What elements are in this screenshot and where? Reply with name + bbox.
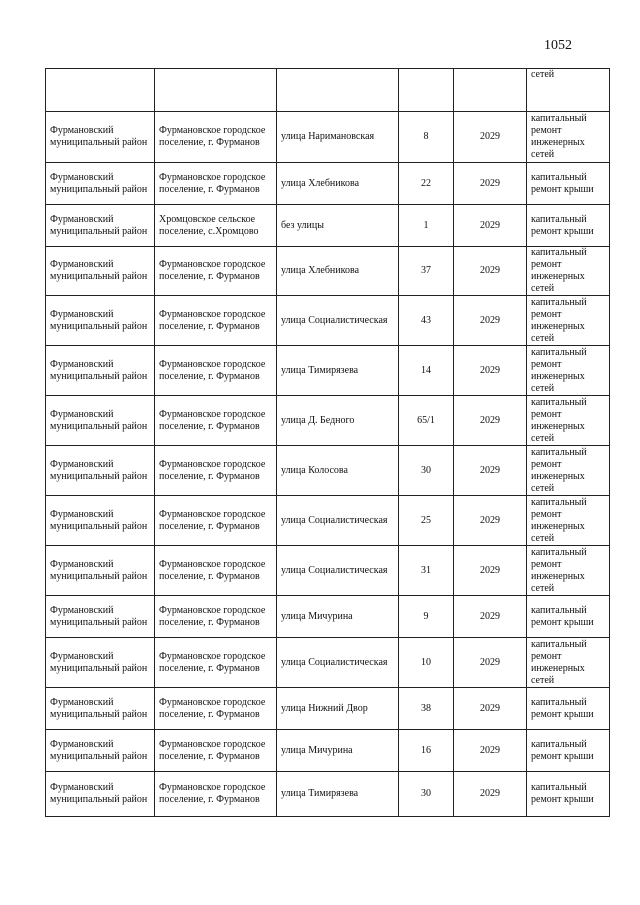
cell-street: улица Социалистическая bbox=[277, 296, 399, 346]
cell-house: 22 bbox=[399, 163, 454, 205]
cell-district: Фурмановский муниципальный район bbox=[46, 730, 155, 772]
cell-year: 2029 bbox=[454, 247, 527, 296]
cell-street: улица Тимирязева bbox=[277, 346, 399, 396]
cell-settlement: Фурмановское городское поселение, г. Фурманов bbox=[155, 247, 277, 296]
cell-settlement: Фурмановское городское поселение, г. Фурманов bbox=[155, 772, 277, 817]
cell-house: 30 bbox=[399, 772, 454, 817]
cell-settlement: Фурмановское городское поселение, г. Фурманов bbox=[155, 296, 277, 346]
cell-house: 8 bbox=[399, 112, 454, 163]
table-row bbox=[46, 396, 610, 446]
cell-district: Фурмановский муниципальный район bbox=[46, 596, 155, 638]
table-row bbox=[46, 688, 610, 730]
cell-district: Фурмановский муниципальный район bbox=[46, 112, 155, 163]
cell-work: капитальный ремонт крыши bbox=[527, 730, 610, 772]
table-row bbox=[46, 205, 610, 247]
cell-year: 2029 bbox=[454, 496, 527, 546]
cell-settlement: Хромцовское сельское поселение, с.Хромцово bbox=[155, 205, 277, 247]
cell-district: Фурмановский муниципальный район bbox=[46, 247, 155, 296]
cell-settlement: Фурмановское городское поселение, г. Фурманов bbox=[155, 112, 277, 163]
cell-work: капитальный ремонт крыши bbox=[527, 596, 610, 638]
cell-street: улица Социалистическая bbox=[277, 638, 399, 688]
cell-work: капитальный ремонт инженерных сетей bbox=[527, 112, 610, 163]
cell-work: капитальный ремонт инженерных сетей bbox=[527, 247, 610, 296]
cell-settlement: Фурмановское городское поселение, г. Фурманов bbox=[155, 546, 277, 596]
table-row bbox=[46, 496, 610, 546]
table-row bbox=[46, 247, 610, 296]
cell-street: улица Социалистическая bbox=[277, 496, 399, 546]
cell-settlement: Фурмановское городское поселение, г. Фурманов bbox=[155, 496, 277, 546]
cell-settlement: Фурмановское городское поселение, г. Фурманов bbox=[155, 638, 277, 688]
table-row-continued bbox=[46, 69, 610, 112]
cell-year: 2029 bbox=[454, 205, 527, 247]
cell-work: капитальный ремонт инженерных сетей bbox=[527, 346, 610, 396]
cell-district: Фурмановский муниципальный район bbox=[46, 346, 155, 396]
cell-house: 9 bbox=[399, 596, 454, 638]
cell-work: капитальный ремонт инженерных сетей bbox=[527, 396, 610, 446]
cell-settlement: Фурмановское городское поселение, г. Фурманов bbox=[155, 396, 277, 446]
cell-year: 2029 bbox=[454, 296, 527, 346]
cell-house: 43 bbox=[399, 296, 454, 346]
cell-settlement: Фурмановское городское поселение, г. Фурманов bbox=[155, 730, 277, 772]
table-row bbox=[46, 730, 610, 772]
table-row bbox=[46, 596, 610, 638]
table-row bbox=[46, 638, 610, 688]
cell-work: капитальный ремонт крыши bbox=[527, 163, 610, 205]
cell-year: 2029 bbox=[454, 396, 527, 446]
cell-year: 2029 bbox=[454, 163, 527, 205]
cell-district: Фурмановский муниципальный район bbox=[46, 688, 155, 730]
cell-street: без улицы bbox=[277, 205, 399, 247]
cell-settlement bbox=[155, 69, 277, 112]
cell-settlement: Фурмановское городское поселение, г. Фурманов bbox=[155, 163, 277, 205]
cell-street: улица Мичурина bbox=[277, 730, 399, 772]
cell-house: 14 bbox=[399, 346, 454, 396]
cell-street: улица Тимирязева bbox=[277, 772, 399, 817]
cell-house: 65/1 bbox=[399, 396, 454, 446]
cell-house: 10 bbox=[399, 638, 454, 688]
cell-year: 2029 bbox=[454, 596, 527, 638]
cell-street: улица Колосова bbox=[277, 446, 399, 496]
cell-year: 2029 bbox=[454, 346, 527, 396]
cell-work: капитальный ремонт инженерных сетей bbox=[527, 296, 610, 346]
cell-settlement: Фурмановское городское поселение, г. Фурманов bbox=[155, 346, 277, 396]
cell-settlement: Фурмановское городское поселение, г. Фурманов bbox=[155, 446, 277, 496]
cell-street bbox=[277, 69, 399, 112]
cell-district: Фурмановский муниципальный район bbox=[46, 772, 155, 817]
page-number: 1052 bbox=[544, 38, 572, 53]
cell-district: Фурмановский муниципальный район bbox=[46, 546, 155, 596]
cell-house: 25 bbox=[399, 496, 454, 546]
cell-work: сетей bbox=[527, 69, 610, 112]
cell-district: Фурмановский муниципальный район bbox=[46, 496, 155, 546]
cell-year: 2029 bbox=[454, 730, 527, 772]
cell-work: капитальный ремонт крыши bbox=[527, 205, 610, 247]
table-row bbox=[46, 112, 610, 163]
cell-street: улица Д. Бедного bbox=[277, 396, 399, 446]
table-row bbox=[46, 163, 610, 205]
cell-settlement: Фурмановское городское поселение, г. Фурманов bbox=[155, 688, 277, 730]
cell-street: улица Хлебникова bbox=[277, 163, 399, 205]
table-row bbox=[46, 296, 610, 346]
cell-year: 2029 bbox=[454, 638, 527, 688]
table-body bbox=[46, 69, 610, 817]
cell-district: Фурмановский муниципальный район bbox=[46, 205, 155, 247]
cell-year: 2029 bbox=[454, 112, 527, 163]
cell-house: 16 bbox=[399, 730, 454, 772]
cell-house bbox=[399, 69, 454, 112]
cell-street: улица Хлебникова bbox=[277, 247, 399, 296]
cell-year: 2029 bbox=[454, 772, 527, 817]
cell-work: капитальный ремонт крыши bbox=[527, 688, 610, 730]
cell-street: улица Нижний Двор bbox=[277, 688, 399, 730]
cell-work: капитальный ремонт инженерных сетей bbox=[527, 638, 610, 688]
cell-work: капитальный ремонт крыши bbox=[527, 772, 610, 817]
housing-repair-table bbox=[45, 68, 610, 817]
cell-house: 1 bbox=[399, 205, 454, 247]
table-row bbox=[46, 346, 610, 396]
cell-year: 2029 bbox=[454, 546, 527, 596]
cell-settlement: Фурмановское городское поселение, г. Фурманов bbox=[155, 596, 277, 638]
cell-house: 30 bbox=[399, 446, 454, 496]
cell-work: капитальный ремонт инженерных сетей bbox=[527, 496, 610, 546]
cell-work: капитальный ремонт инженерных сетей bbox=[527, 446, 610, 496]
cell-year: 2029 bbox=[454, 688, 527, 730]
cell-house: 31 bbox=[399, 546, 454, 596]
cell-street: улица Наримановская bbox=[277, 112, 399, 163]
cell-year bbox=[454, 69, 527, 112]
cell-district: Фурмановский муниципальный район bbox=[46, 296, 155, 346]
cell-district: Фурмановский муниципальный район bbox=[46, 396, 155, 446]
cell-work: капитальный ремонт инженерных сетей bbox=[527, 546, 610, 596]
table-row bbox=[46, 546, 610, 596]
cell-district: Фурмановский муниципальный район bbox=[46, 446, 155, 496]
cell-house: 38 bbox=[399, 688, 454, 730]
cell-district: Фурмановский муниципальный район bbox=[46, 638, 155, 688]
table-row bbox=[46, 446, 610, 496]
cell-year: 2029 bbox=[454, 446, 527, 496]
table-row bbox=[46, 772, 610, 817]
cell-district: Фурмановский муниципальный район bbox=[46, 163, 155, 205]
cell-street: улица Мичурина bbox=[277, 596, 399, 638]
cell-street: улица Социалистическая bbox=[277, 546, 399, 596]
cell-district bbox=[46, 69, 155, 112]
cell-house: 37 bbox=[399, 247, 454, 296]
